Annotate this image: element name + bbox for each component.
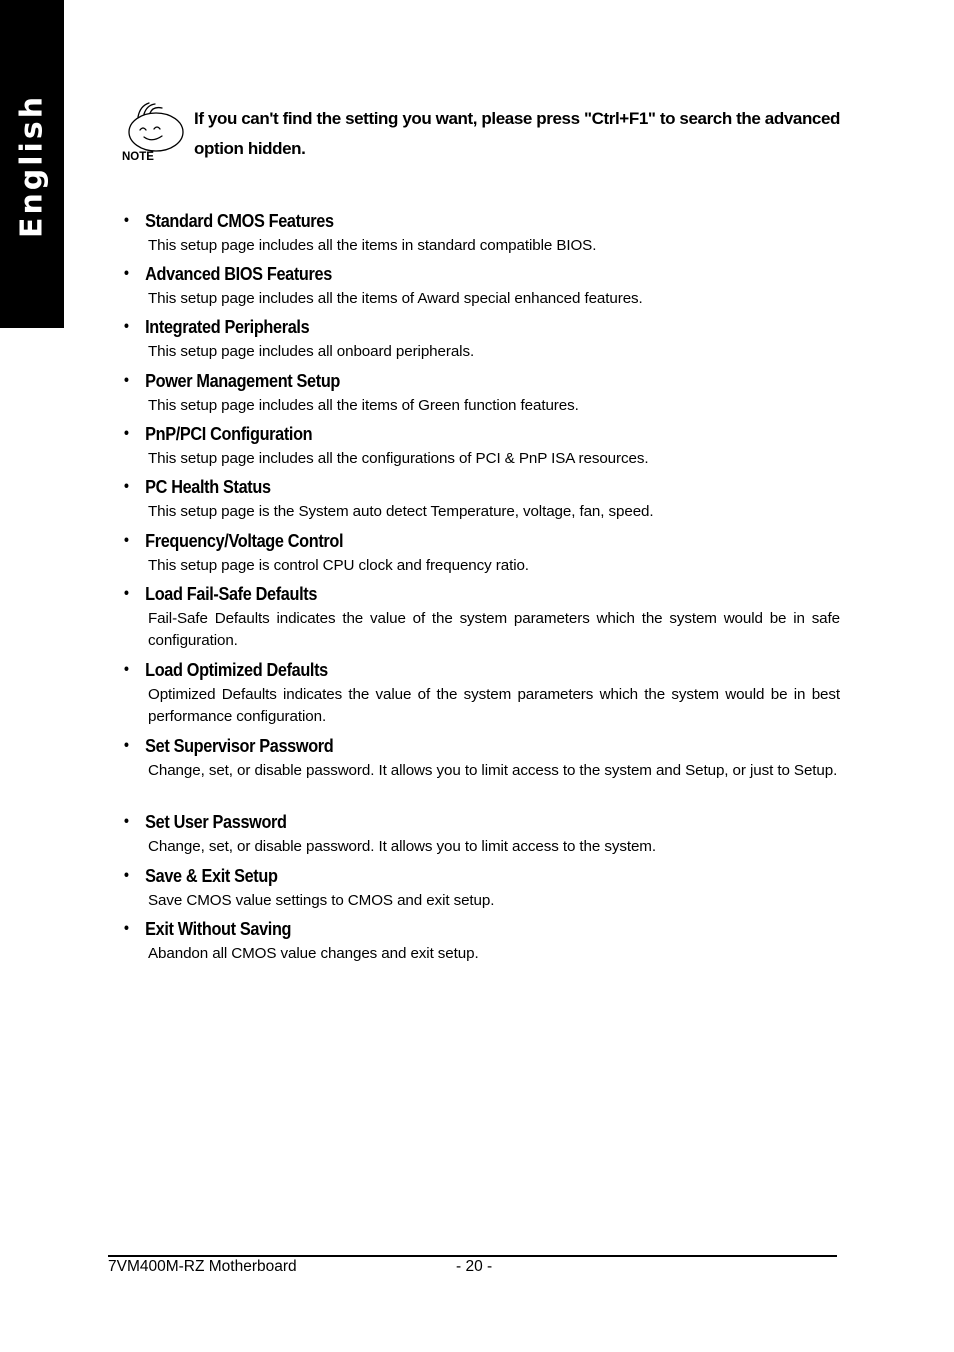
item-description: This setup page includes all the items of Green function features. [148,397,579,414]
item-title: Set Supervisor Password [145,735,334,756]
bullet-icon: • [124,813,129,830]
item-description: This setup page includes all the configurations of PCI & PnP ISA resources. [148,450,649,467]
item-description: This setup page includes all onboard peripherals. [148,343,475,360]
item-description: This setup page includes all the items in standard compatible BIOS. [148,237,597,254]
list-item [124,916,840,965]
item-title: PC Health Status [145,476,271,497]
list-item [124,733,840,782]
language-label: English [14,93,50,239]
list-item [124,657,840,728]
note-smiley-icon [120,102,188,166]
list-item [124,314,840,363]
item-description: Change, set, or disable password. It allows you to limit access to the system and Setup, or just to Setup. [148,762,838,779]
item-title: Standard CMOS Features [145,210,334,231]
bullet-icon: • [124,532,129,549]
item-description: Change, set, or disable password. It allows you to limit access to the system. [148,838,656,855]
list-item [124,208,840,257]
bullet-icon: • [124,212,129,229]
list-item [124,421,840,470]
bullet-icon: • [124,585,129,602]
item-title-row [124,314,754,340]
footer-page-number: - 20 - [456,1258,493,1275]
item-title-row [124,208,754,234]
list-item [124,528,840,577]
bullet-icon: • [124,478,129,495]
item-title-row [124,657,754,683]
note-text: If you can't find the setting you want, please press "Ctrl+F1" to search the advanced option hidden. [194,109,841,158]
item-title: Load Optimized Defaults [145,659,328,680]
item-description: This setup page includes all the items of Award special enhanced features. [148,290,643,307]
item-title: Set User Password [145,811,287,832]
item-title-row [124,528,754,554]
bullet-icon: • [124,867,129,884]
list-item [124,368,840,417]
item-title-row [124,474,754,500]
item-title: Save & Exit Setup [145,865,278,886]
bullet-icon: • [124,920,129,937]
item-title: PnP/PCI Configuration [145,423,313,444]
item-title: Advanced BIOS Features [145,263,332,284]
list-item [124,809,840,858]
item-title-row [124,733,754,759]
item-title-row [124,421,754,447]
item-title-row [124,809,754,835]
item-description: Abandon all CMOS value changes and exit setup. [148,945,479,962]
item-title-row [124,581,754,607]
footer-model: 7VM400M-RZ Motherboard [108,1258,297,1275]
item-title: Frequency/Voltage Control [145,530,344,551]
list-item [124,581,840,652]
item-title-row [124,916,754,942]
bullet-icon: • [124,318,129,335]
item-title: Load Fail-Safe Defaults [145,583,318,604]
item-title-row [124,863,754,889]
list-item [124,261,840,310]
item-description: Fail-Safe Defaults indicates the value of the system parameters which the system would be in safe configuration. [148,610,840,649]
bullet-icon: • [124,265,129,282]
bullet-icon: • [124,425,129,442]
bullet-icon: • [124,661,129,678]
list-item [124,863,840,912]
item-description: This setup page is control CPU clock and frequency ratio. [148,557,529,574]
list-item [124,474,840,523]
note-icon-label: NOTE [122,151,154,163]
item-description: Optimized Defaults indicates the value of the system parameters which the system would be in best performance configuration. [148,686,840,725]
item-title-row [124,261,754,287]
item-title: Integrated Peripherals [145,316,310,337]
item-title: Power Management Setup [145,370,341,391]
language-side-tab [0,0,64,328]
bullet-icon: • [124,737,129,754]
bullet-icon: • [124,372,129,389]
item-title: Exit Without Saving [145,918,292,939]
item-description: This setup page is the System auto detect Temperature, voltage, fan, speed. [148,503,654,520]
item-description: Save CMOS value settings to CMOS and exit setup. [148,892,495,909]
item-title-row [124,368,754,394]
